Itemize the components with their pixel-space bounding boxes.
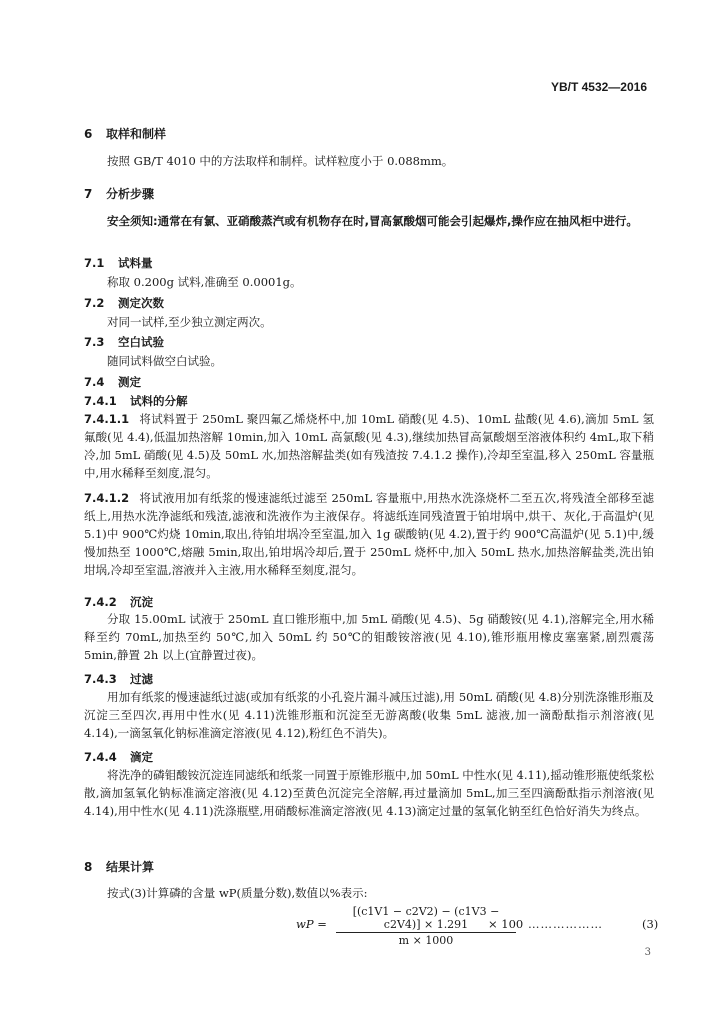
safety-notice: 安全须知:通常在有氯、亚硝酸蒸汽或有机物存在时,冒高氯酸烟可能会引起爆炸,操作应在抽风柜中进行。: [107, 214, 638, 228]
section-7-2-body: 对同一试样,至少独立测定两次。: [107, 315, 272, 329]
section-7-4-4-body: 将洗净的磷钼酸铵沉淀连同滤纸和纸浆一同置于原锥形瓶中,加 50mL 中性水(见 4.11),摇动锥形瓶使纸浆松散,滴加氢氧化钠标准滴定溶液(见 4.12)至黄色沉淀完全溶解,再过量滴加 5mL,加三至四滴酚酞指示剂溶液(见 4.14),用中性水(见 4.11)洗涤瓶壁,用硝酸标准滴定溶液(见 4.13)滴定过量的氢氧化钠至红色恰好消失为终点。: [84, 768, 654, 818]
section-number: 7.4.4: [84, 750, 117, 764]
section-number: 7.3: [84, 335, 105, 349]
section-title: 结果计算: [106, 860, 155, 874]
section-title: 沉淀: [130, 595, 153, 609]
section-number: 7: [84, 187, 93, 201]
section-7-4-heading: [84, 374, 141, 390]
section-7-1-heading: [84, 255, 153, 271]
section-8-intro: 按式(3)计算磷的含量 wP(质量分数),数值以%表示:: [107, 886, 368, 900]
section-title: 过滤: [130, 672, 153, 686]
section-title: 空白试验: [118, 335, 164, 349]
formula-multiplier: × 100: [488, 917, 524, 931]
section-title: 试料量: [118, 256, 153, 270]
section-7-4-3-heading: [84, 671, 153, 687]
section-number: 8: [84, 860, 93, 874]
section-6-heading: [84, 125, 166, 142]
section-7-1-body: 称取 0.200g 试料,准确至 0.0001g。: [107, 275, 302, 289]
para-7-4-1-2: [84, 489, 654, 579]
clause-number: 7.4.1.2: [84, 491, 130, 505]
section-number: 7.4.3: [84, 672, 117, 686]
section-title: 分析步骤: [106, 187, 155, 201]
section-7-4-3-body: 用加有纸浆的慢速滤纸过滤(或加有纸浆的小孔瓷片漏斗减压过滤),用 50mL 硝酸(见 4.8)分别洗涤锥形瓶及沉淀三至四次,再用中性水(见 4.11)洗锥形瓶和沉淀至无游离酸(收集 5mL 滤液,加一滴酚酞指示剂溶液(见 4.14),一滴氢氧化钠标准滴定溶液(见 4.12),粉红色不消失)。: [84, 690, 654, 740]
section-6-body: 按照 GB/T 4010 中的方法取样和制样。试样粒度小于 0.088mm。: [107, 154, 454, 168]
section-7-3-body: 随同试料做空白试验。: [107, 354, 222, 368]
formula-number: (3): [642, 917, 659, 931]
formula-denominator: m × 1000: [398, 934, 454, 947]
section-title: 取样和制样: [106, 127, 167, 141]
standard-number: YB/T 4532—2016: [550, 80, 647, 94]
section-7-2-heading: [84, 295, 164, 311]
section-number: 7.2: [84, 296, 105, 310]
section-7-4-1-heading: [84, 393, 188, 409]
section-7-3-heading: [84, 334, 164, 350]
section-number: 7.1: [84, 256, 105, 270]
clause-text: 将试料置于 250mL 聚四氟乙烯烧杯中,加 10mL 硝酸(见 4.5)、10mL 盐酸(见 4.6),滴加 5mL 氢氟酸(见 4.4),低温加热溶解 10min,加入 10mL 高氯酸(见 4.3),继续加热冒高氯酸烟至溶液体积约 4mL,取下稍冷,加 5mL 硝酸(见 4.5)及 50mL 水,加热溶解盐类(如有残渣按 7.4.1.2 操作),冷却至室温,移入 250mL 容量瓶中,用水稀释至刻度,混匀。: [84, 412, 654, 480]
formula-3: [296, 905, 659, 947]
section-title: 试料的分解: [130, 394, 188, 408]
section-7-4-2-body: 分取 15.00mL 试液于 250mL 直口锥形瓶中,加 5mL 硝酸(见 4.5)、5g 硝酸铵(见 4.1),溶解完全,用水稀释至约 70mL,加热至约 50℃,加入 50mL 约 50℃的钼酸铵溶液(见 4.10),锥形瓶用橡皮塞塞紧,剧烈震荡 5min,静置 2h 以上(宜静置过夜)。: [84, 612, 654, 662]
formula-numerator: [(c1V1 − c2V2) − (c1V3 − c2V4)] × 1.291: [336, 905, 516, 933]
formula-leader-dots: ………………: [528, 917, 603, 931]
section-title: 测定次数: [118, 296, 164, 310]
clause-number: 7.4.1.1: [84, 412, 130, 426]
section-7-4-2-heading: [84, 594, 153, 610]
section-number: 7.4: [84, 375, 105, 389]
section-7-heading: [84, 185, 154, 202]
clause-text: 将试液用加有纸浆的慢速滤纸过滤至 250mL 容量瓶中,用热水洗涤烧杯二至五次,将残渣全部移至滤纸上,用热水洗净滤纸和残渣,滤液和洗液作为主液保存。将滤纸连同残渣置于铂坩埚中,烘干、灰化,于高温炉(见 5.1)中 900℃灼烧 10min,取出,待铂坩埚冷至室温,加入 1g 碳酸钠(见 4.2),置于约 900℃高温炉(见 5.1)中,缓慢加热至 1000℃,熔融 5min,取出,铂坩埚冷却后,置于 250mL 烧杯中,加入 50mL 热水,加热溶解盐类,洗出铂坩埚,冷却至室温,溶液并入主液,用水稀释至刻度,混匀。: [84, 491, 654, 577]
section-number: 7.4.2: [84, 595, 117, 609]
page-number: 3: [644, 947, 651, 958]
section-8-heading: [84, 858, 154, 875]
section-title: 滴定: [130, 750, 153, 764]
section-7-4-4-heading: [84, 749, 153, 765]
section-number: 7.4.1: [84, 394, 117, 408]
section-title: 测定: [118, 375, 141, 389]
formula-lhs: wP =: [296, 917, 327, 931]
para-7-4-1-1: [84, 410, 654, 482]
section-number: 6: [84, 127, 93, 141]
